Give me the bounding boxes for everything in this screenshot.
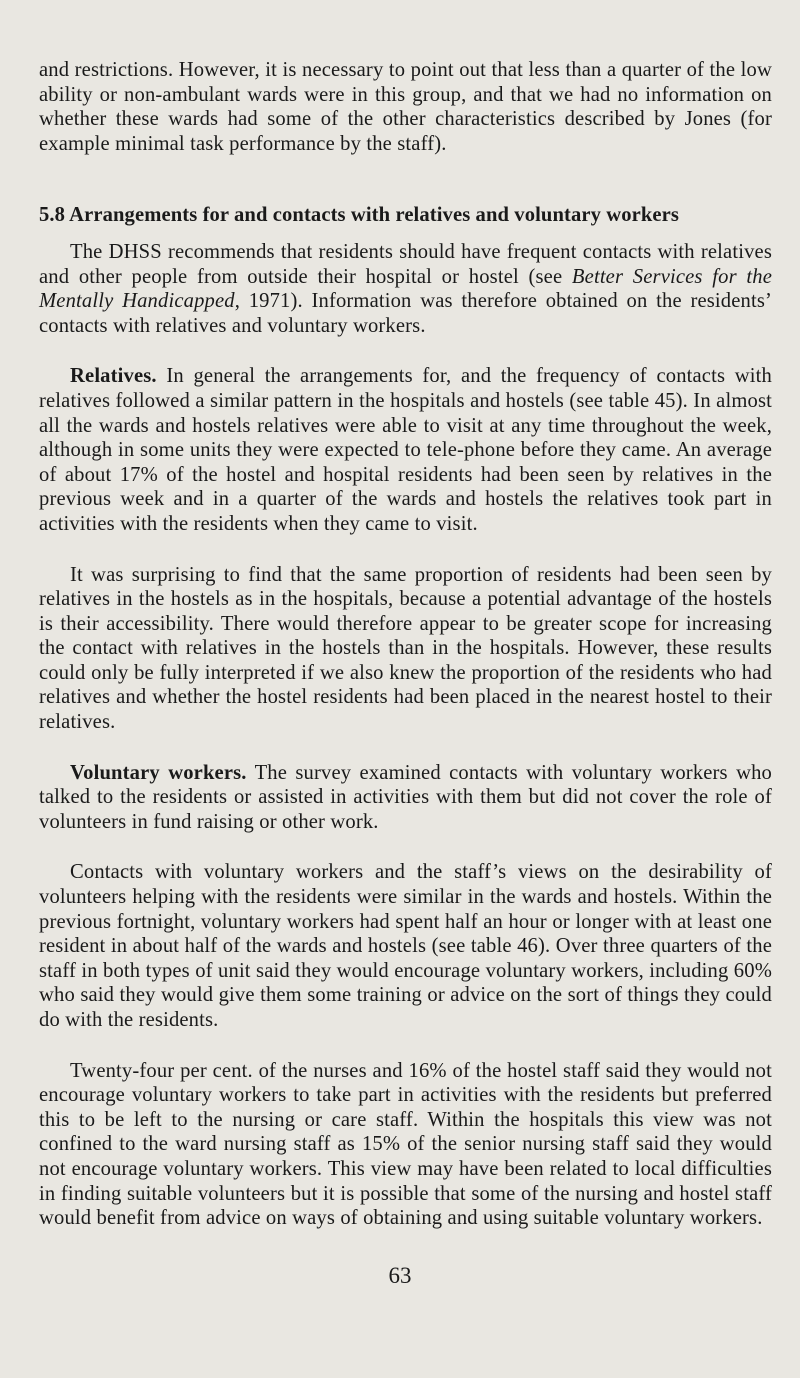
relatives-text: In general the arrangements for, and the frequency of contacts with relatives followed a similar pattern in the hospitals and hostels (see table 45). In almost all the wards and hostels relatives were able to visit at any time throughout the week, although in some units they were expected to tele-phone before they came. An average of about 17% of the hostel and hospital residents had been seen by relatives in the previous week and in a quarter of the wards and hostels the relatives took part in activities with the residents when they came to visit. [39, 365, 772, 535]
surprising-paragraph: It was surprising to find that the same proportion of residents had been seen by relatives in the hostels as in the hospitals, because a potential advantage of the hostels is their accessibility. There would therefore appear to be greater scope for increasing the contact with relatives in the hostels than in the hospitals. However, these results could only be fully interpreted if we also knew the proportion of the residents who had relatives and whether the hostel residents had been placed in the nearest hostel to their relatives. [39, 563, 772, 734]
citation-title: Better Services for the Mentally Handicapped [39, 265, 772, 313]
voluntary-paragraph [39, 761, 772, 835]
voluntary-text: The survey examined contacts with voluntary workers who talked to the residents or assisted in activities with them but did not cover the role of volunteers in fund raising or other work. [39, 761, 772, 833]
page-number: 63 [388, 1263, 412, 1288]
contacts-paragraph: Contacts with voluntary workers and the staff’s views on the desirability of volunteers helping with the residents were similar in the wards and hostels. Within the previous fortnight, voluntary workers had spent half an hour or longer with at least one resident in about half of the wards and hostels (see table 46). Over three quarters of the staff in both types of unit said they would encourage voluntary workers, including 60% who said they would give them some training or advice on the sort of things they could do with the residents. [39, 861, 772, 1031]
dhss-text-start: The DHSS recommends that residents should have frequent contacts with relatives and other people from outside their hospital or hostel (see [39, 240, 772, 288]
section-heading: 5.8 Arrangements for and contacts with relatives and voluntary workers [39, 204, 680, 227]
intro-paragraph: and restrictions. However, it is necessary to point out that less than a quarter of the low ability or non-ambulant wards were in this group, and that we had no information on whether these wards had some of the other characteristics described by Jones (for example minimal task performance by the staff). [39, 59, 772, 155]
voluntary-run-in-heading: Voluntary workers. [70, 761, 247, 784]
twenty-four-paragraph: Twenty-four per cent. of the nurses and 16% of the hostel staff said they would not encourage voluntary workers to take part in activities with the residents but preferred this to be left to the nursing or care staff. Within the hospitals this view was not confined to the ward nursing staff as 15% of the senior nursing staff said they would not encourage voluntary workers. This view may have been related to local difficulties in finding suitable volunteers but it is possible that some of the nursing and hostel staff would benefit from advice on ways of obtaining and using suitable voluntary workers. [39, 1059, 772, 1230]
dhss-paragraph [39, 240, 772, 338]
relatives-paragraph [39, 364, 772, 536]
dhss-text-end: , 1971). Information was therefore obtained on the residents’ contacts with relatives and voluntary workers. [39, 290, 773, 337]
relatives-run-in-heading: Relatives. [70, 365, 157, 388]
